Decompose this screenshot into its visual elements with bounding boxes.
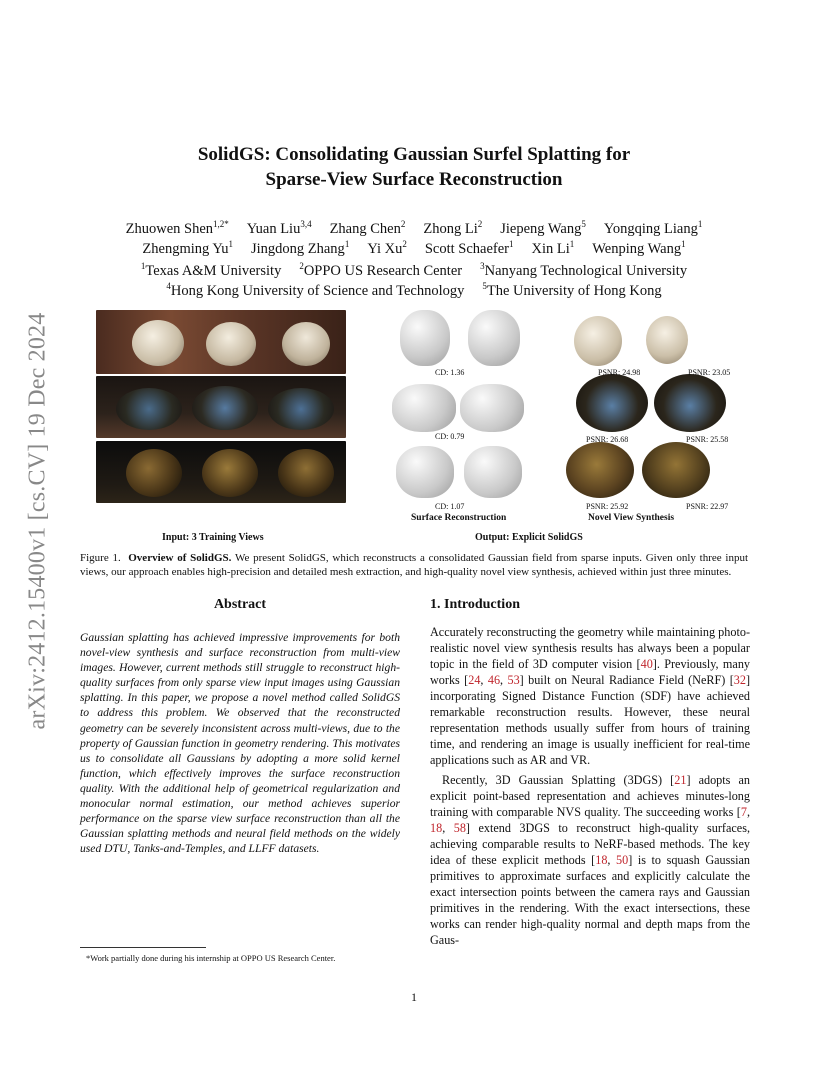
citation-link[interactable]: 18: [595, 853, 608, 867]
input-label: Input: 3 Training Views: [162, 532, 264, 543]
citation-link[interactable]: 40: [640, 657, 653, 671]
author-name: Zhuowen Shen$^{1,2*}$: [125, 219, 229, 237]
citation-link[interactable]: 53: [507, 673, 520, 687]
affiliation-list: [70, 261, 758, 301]
author-name: Yongqing Liang$^1$: [603, 219, 703, 237]
citation-link[interactable]: 24: [468, 673, 481, 687]
citation-link[interactable]: 58: [453, 821, 466, 835]
author-name: Scott Schaefer$^1$: [424, 239, 514, 257]
author-list: [70, 219, 758, 259]
cd-label: CD: 0.79: [435, 432, 465, 441]
author-name: Zhong Li$^2$: [423, 219, 483, 237]
citation-link[interactable]: 46: [487, 673, 501, 687]
nvs-toys-a: [576, 374, 648, 432]
psnr-label: PSNR: 25.92: [586, 502, 629, 511]
cd-label: CD: 1.36: [435, 368, 465, 377]
citation-link[interactable]: 32: [733, 673, 746, 687]
affiliation: $^2$OPPO US Research Center: [299, 261, 463, 279]
psnr-label: PSNR: 22.97: [686, 502, 729, 511]
intro-heading: 1. Introduction: [430, 597, 520, 612]
footnote-rule: [80, 947, 206, 948]
psnr-label: PSNR: 23.05: [688, 368, 731, 377]
nvs-skull-b: [646, 316, 688, 364]
figure-caption: Figure 1. Overview of SolidGS. We present SolidGS, which reconstructs a consolidated Gaussian field from sparse inputs. Given only three input views, our approach enables high-precision and detailed mesh extraction, and high-quality novel view synthesis, achieved within just three minutes.: [80, 552, 749, 578]
input-photo-skull: [96, 310, 346, 374]
input-photo-toys: [96, 376, 346, 438]
citation-link[interactable]: 50: [616, 853, 629, 867]
input-photo-frog: [96, 441, 346, 503]
psnr-label: PSNR: 24.98: [598, 368, 641, 377]
intro-paragraph-2: Recently, 3D Gaussian Splatting (3DGS) [21] adopts an explicit point-based representation and achieves minutes-long training with comparable NVS quality. The succeeding works [7, 18, 58] extend 3DGS to reconstruct high-quality surfaces, achieving comparable results to NeRF-based methods. The key idea of these explicit methods [18, 50] is to squash Gaussian primitives to approximate surfaces and explicitly calculate the exact intersection points between the camera rays and Gaussian primitives in the rendering. With the exact intersections, these works can render high-quality normal and depth maps from the Gaus-: [430, 773, 751, 947]
surface-reconstruction-label: Surface Reconstruction: [411, 513, 507, 523]
nvs-toys-b: [654, 374, 726, 432]
author-name: Yuan Liu$^{3,4}$: [246, 219, 312, 237]
author-name: Xin Li$^1$: [531, 239, 575, 257]
psnr-label: PSNR: 25.58: [686, 435, 729, 444]
mesh-frog-a: [396, 446, 454, 498]
author-name: Zhang Chen$^2$: [329, 219, 406, 237]
footnote: *Work partially done during his internship at OPPO US Research Center.: [86, 953, 336, 963]
intro-paragraph-1: Accurately reconstructing the geometry while maintaining photo-realistic novel view synthesis results has always been a popular topic in the field of 3D computer vision [40]. Previously, many works [24, 46, 53] built on Neural Radiance Field (NeRF) [32] incorporating Signed Distance Function (SDF) have achieved remarkable reconstruction results. However, these neural representation methods usually suffer from hours of training time, and rendering an image is usually inefficient for real-time applications such as AR and VR.: [430, 625, 751, 767]
page-number: 1: [411, 990, 417, 1004]
affiliation: $^1$Texas A&M University: [140, 261, 282, 279]
author-name: Jingdong Zhang$^1$: [250, 239, 350, 257]
citation-link[interactable]: 18: [430, 821, 443, 835]
arxiv-stamp: arXiv:2412.15400v1 [cs.CV] 19 Dec 2024: [24, 312, 51, 730]
abstract-body: Gaussian splatting has achieved impressive improvements for both novel-view synthesis and surface reconstruction from multi-view images. However, current methods still struggle to reconstruct high-quality surfaces from only sparse view input images using Gaussian splatting. In this paper, we propose a novel method called SolidGS to address this problem. We observed that the reconstructed geometry can be severely inconsistent across multi-views, due to the property of Gaussian function in geometry rendering. This motivates us to consolidate all Gaussians by adopting a more solid kernel function, which effectively improves the surface reconstruction quality. With the additional help of geometrical regularization and monocular normal estimation, our method achieves superior performance on the sparse view surface reconstruction than all the Gaussian splatting methods and neural field methods on the widely used DTU, Tanks-and-Temples, and LLFF datasets.: [80, 631, 400, 856]
paper-title: SolidGS: Consolidating Gaussian Surfel Splatting for Sparse-View Surface Reconstruction: [197, 144, 631, 190]
nvs-skull-a: [574, 316, 622, 366]
affiliation: $^4$Hong Kong University of Science and Technology: [166, 281, 465, 299]
mesh-skull-b: [468, 310, 520, 366]
citation-link[interactable]: 21: [674, 773, 687, 787]
nvs-frog-b: [642, 442, 710, 498]
author-name: Yi Xu$^2$: [367, 239, 407, 257]
abstract-heading: Abstract: [213, 597, 267, 612]
mesh-toys-a: [392, 384, 456, 432]
nvs-label: Novel View Synthesis: [588, 513, 675, 523]
affiliation: $^5$The University of Hong Kong: [482, 281, 662, 299]
mesh-frog-b: [464, 446, 522, 498]
mesh-toys-b: [460, 384, 524, 432]
intro-body: [430, 624, 750, 948]
mesh-skull-a: [400, 310, 450, 366]
figure-1: [80, 306, 748, 548]
citation-link[interactable]: 7: [740, 805, 747, 819]
cd-label: CD: 1.07: [435, 502, 465, 511]
author-name: Zhengming Yu$^1$: [142, 239, 233, 257]
affiliation: $^3$Nanyang Technological University: [480, 261, 688, 279]
author-name: Jiepeng Wang$^5$: [500, 219, 586, 237]
psnr-label: PSNR: 26.68: [586, 435, 629, 444]
author-name: Wenping Wang$^1$: [592, 239, 686, 257]
output-label: Output: Explicit SolidGS: [475, 532, 583, 543]
nvs-frog-a: [566, 442, 634, 498]
